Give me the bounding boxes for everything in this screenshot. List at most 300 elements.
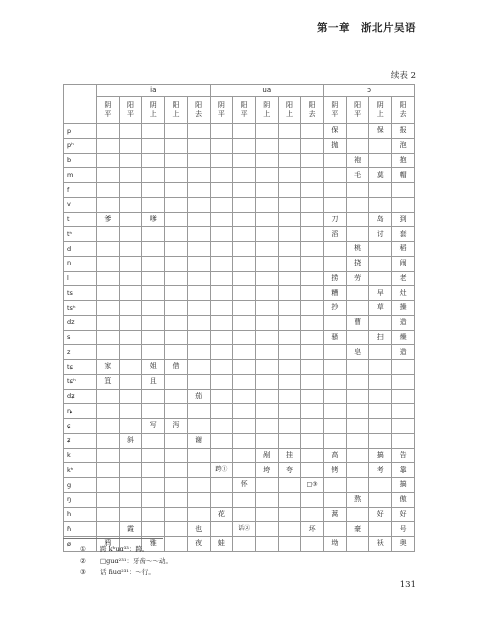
table-cell — [278, 256, 301, 271]
table-cell — [233, 360, 256, 375]
table-cell — [142, 183, 165, 198]
table-cell — [301, 256, 324, 271]
table-cell — [255, 301, 278, 316]
table-cell — [165, 168, 188, 183]
table-cell — [210, 197, 233, 212]
table-cell — [301, 301, 324, 316]
table-cell — [233, 286, 256, 301]
table-cell — [142, 330, 165, 345]
tone-header: 阳 去 — [301, 97, 324, 124]
table-cell — [369, 433, 392, 448]
table-cell — [210, 374, 233, 389]
table-cell — [165, 448, 188, 463]
table-cell — [142, 492, 165, 507]
table-cell — [165, 404, 188, 419]
tone-header: 阳 上 — [278, 97, 301, 124]
initial-cell: t — [64, 212, 97, 227]
table-cell — [369, 183, 392, 198]
table-cell — [210, 227, 233, 242]
table-cell — [142, 507, 165, 522]
table-cell — [165, 315, 188, 330]
table-cell — [97, 286, 120, 301]
table-cell — [255, 197, 278, 212]
table-cell — [369, 345, 392, 360]
table-cell — [278, 374, 301, 389]
table-body — [64, 124, 415, 552]
table-cell — [278, 478, 301, 493]
table-cell — [255, 507, 278, 522]
table-cell — [142, 286, 165, 301]
table-cell — [97, 507, 120, 522]
table-cell — [278, 507, 301, 522]
table-cell — [233, 301, 256, 316]
table-cell — [165, 271, 188, 286]
table-cell — [97, 168, 120, 183]
initial-cell: m — [64, 168, 97, 183]
table-cell — [324, 360, 347, 375]
table-cell — [119, 212, 142, 227]
table-cell — [278, 124, 301, 139]
table-cell — [301, 433, 324, 448]
table-cell — [210, 345, 233, 360]
table-cell — [346, 537, 369, 552]
table-cell: 家 — [97, 360, 120, 375]
table-cell — [278, 492, 301, 507]
table-row — [64, 507, 415, 522]
table-row — [64, 492, 415, 507]
rhyme-group-ua: ua — [210, 85, 324, 97]
tone-header: 阴 上 — [369, 97, 392, 124]
table-cell: 斜 — [119, 433, 142, 448]
table-cell — [142, 153, 165, 168]
table-cell — [278, 345, 301, 360]
table-cell — [97, 124, 120, 139]
table-cell — [210, 492, 233, 507]
table-cell — [301, 183, 324, 198]
table-cell — [346, 330, 369, 345]
table-cell — [301, 374, 324, 389]
table-row — [64, 271, 415, 286]
tone-header-row — [64, 97, 415, 124]
table-cell — [255, 374, 278, 389]
page-number: 131 — [399, 580, 416, 590]
initial-cell: s — [64, 330, 97, 345]
table-cell — [324, 345, 347, 360]
initial-cell: d — [64, 242, 97, 257]
table-cell — [233, 197, 256, 212]
table-cell — [165, 197, 188, 212]
table-cell — [301, 286, 324, 301]
table-cell: 早 — [369, 286, 392, 301]
table-row — [64, 197, 415, 212]
table-cell — [278, 330, 301, 345]
table-cell — [346, 507, 369, 522]
table-cell — [187, 315, 210, 330]
table-cell — [187, 212, 210, 227]
table-cell — [278, 212, 301, 227]
table-cell — [346, 183, 369, 198]
table-cell — [255, 153, 278, 168]
table-cell: 写 — [142, 419, 165, 434]
table-cell — [346, 138, 369, 153]
table-cell: 岛 — [369, 212, 392, 227]
table-cell: 霞 — [119, 522, 142, 537]
table-cell: 造 — [392, 315, 415, 330]
table-cell — [187, 448, 210, 463]
table-row — [64, 360, 415, 375]
table-cell: 莫 — [369, 168, 392, 183]
tone-header: 阴 平 — [210, 97, 233, 124]
table-cell — [97, 138, 120, 153]
table-cell — [233, 315, 256, 330]
table-cell — [97, 330, 120, 345]
table-cell: 谢 — [187, 433, 210, 448]
table-cell — [165, 242, 188, 257]
table-cell — [255, 242, 278, 257]
table-row — [64, 448, 415, 463]
table-cell: 保 — [324, 124, 347, 139]
table-cell — [255, 389, 278, 404]
table-cell — [278, 360, 301, 375]
table-cell — [369, 374, 392, 389]
table-cell: 灶 — [392, 286, 415, 301]
table-cell: 鸦 — [97, 537, 120, 552]
table-cell: 搞 — [392, 478, 415, 493]
table-cell — [119, 168, 142, 183]
table-cell — [142, 522, 165, 537]
table-cell — [346, 286, 369, 301]
table-row — [64, 301, 415, 316]
table-cell — [255, 433, 278, 448]
table-cell — [233, 153, 256, 168]
table-cell — [346, 301, 369, 316]
table-cell: 泡 — [392, 138, 415, 153]
table-cell: 报 — [392, 124, 415, 139]
table-row — [64, 212, 415, 227]
tone-header: 阳 去 — [392, 97, 415, 124]
table-cell — [278, 315, 301, 330]
initial-cell: k — [64, 448, 97, 463]
table-cell — [210, 522, 233, 537]
table-row — [64, 183, 415, 198]
initial-cell: z — [64, 345, 97, 360]
table-cell — [233, 448, 256, 463]
initial-cell: b — [64, 153, 97, 168]
table-cell — [278, 183, 301, 198]
initial-cell: tɕʰ — [64, 374, 97, 389]
table-cell — [119, 242, 142, 257]
table-row — [64, 242, 415, 257]
table-cell — [97, 433, 120, 448]
table-cell — [324, 478, 347, 493]
table-cell — [324, 419, 347, 434]
table-cell — [187, 138, 210, 153]
table-cell — [187, 345, 210, 360]
table-cell — [187, 478, 210, 493]
tone-header: 阳 平 — [346, 97, 369, 124]
table-cell — [119, 389, 142, 404]
table-cell — [233, 404, 256, 419]
footnote: ③ 话 ɦuɑ²³¹：～行。 — [80, 568, 155, 576]
running-header: 第一章 浙北片吴语 — [317, 22, 416, 34]
table-cell — [142, 345, 165, 360]
table-cell — [301, 124, 324, 139]
table-cell — [119, 419, 142, 434]
table-cell: 蒿 — [324, 507, 347, 522]
table-row — [64, 345, 415, 360]
table-cell — [142, 197, 165, 212]
table-cell — [369, 153, 392, 168]
table-cell — [255, 537, 278, 552]
table-cell — [233, 389, 256, 404]
table-cell: 讨 — [369, 227, 392, 242]
table-cell: 稻 — [392, 242, 415, 257]
table-cell — [255, 124, 278, 139]
table-cell: 搞 — [369, 448, 392, 463]
table-row — [64, 315, 415, 330]
tone-header: 阳 去 — [187, 97, 210, 124]
table-cell — [301, 242, 324, 257]
table-cell — [301, 404, 324, 419]
table-cell — [119, 345, 142, 360]
table-cell — [233, 271, 256, 286]
table-cell: 骚 — [324, 330, 347, 345]
table-cell — [324, 315, 347, 330]
table-cell — [210, 448, 233, 463]
table-cell — [278, 522, 301, 537]
initial-cell: h — [64, 507, 97, 522]
table-cell: 到 — [392, 212, 415, 227]
table-cell — [97, 271, 120, 286]
table-row — [64, 138, 415, 153]
initial-cell: ɕ — [64, 419, 97, 434]
tone-header: 阴 上 — [142, 97, 165, 124]
table-cell: 茄 — [187, 389, 210, 404]
initial-cell: ʑ — [64, 433, 97, 448]
table-cell — [255, 183, 278, 198]
table-cell — [97, 242, 120, 257]
table-cell — [210, 433, 233, 448]
table-cell — [369, 138, 392, 153]
table-cell — [119, 138, 142, 153]
table-cell: 话② — [233, 522, 256, 537]
table-cell — [324, 433, 347, 448]
table-cell — [210, 256, 233, 271]
table-cell — [346, 433, 369, 448]
table-cell — [142, 138, 165, 153]
rhyme-group-o: ɔ — [324, 85, 415, 97]
table-cell — [324, 522, 347, 537]
table-cell — [392, 374, 415, 389]
initial-cell: ȵ — [64, 404, 97, 419]
table-cell — [187, 404, 210, 419]
table-cell — [301, 212, 324, 227]
table-cell — [97, 522, 120, 537]
table-cell — [165, 212, 188, 227]
table-cell — [392, 419, 415, 434]
table-cell — [165, 330, 188, 345]
table-row — [64, 286, 415, 301]
table-cell — [142, 227, 165, 242]
table-cell: 老 — [392, 271, 415, 286]
table-cell: 怀 — [233, 478, 256, 493]
table-cell: 扫 — [369, 330, 392, 345]
initial-cell: tɕ — [64, 360, 97, 375]
table-cell — [187, 124, 210, 139]
table-cell — [97, 463, 120, 478]
table-cell — [210, 242, 233, 257]
table-cell — [392, 389, 415, 404]
table-cell — [119, 374, 142, 389]
table-cell — [97, 315, 120, 330]
table-cell — [233, 124, 256, 139]
table-cell — [97, 404, 120, 419]
table-cell — [119, 492, 142, 507]
table-cell — [369, 419, 392, 434]
table-cell — [255, 419, 278, 434]
table-cell — [233, 507, 256, 522]
table-cell — [142, 256, 165, 271]
table-cell — [119, 153, 142, 168]
table-cell — [119, 463, 142, 478]
table-cell — [278, 433, 301, 448]
table-cell — [369, 242, 392, 257]
table-cell — [346, 212, 369, 227]
tone-header: 阳 平 — [233, 97, 256, 124]
table-cell — [233, 492, 256, 507]
table-cell — [278, 153, 301, 168]
table-cell — [301, 537, 324, 552]
table-cell — [142, 168, 165, 183]
table-cell — [119, 330, 142, 345]
table-cell — [97, 183, 120, 198]
table-cell: 垮 — [255, 463, 278, 478]
footnote: ② □guɑ²³¹：牙齿～～动。 — [80, 556, 172, 565]
table-cell — [278, 197, 301, 212]
table-cell — [97, 389, 120, 404]
table-cell — [255, 212, 278, 227]
table-cell — [210, 286, 233, 301]
table-cell: 挠 — [346, 256, 369, 271]
table-cell: 雅 — [142, 537, 165, 552]
table-cell — [324, 242, 347, 257]
initial-cell: p — [64, 124, 97, 139]
table-cell — [97, 227, 120, 242]
table-cell: 草 — [369, 301, 392, 316]
table-cell: 操 — [392, 301, 415, 316]
table-cell — [346, 404, 369, 419]
table-cell — [233, 138, 256, 153]
initial-cell: ɦ — [64, 522, 97, 537]
table-cell — [346, 448, 369, 463]
table-row — [64, 404, 415, 419]
table-cell — [278, 537, 301, 552]
table-cell — [165, 492, 188, 507]
table-row — [64, 153, 415, 168]
table-cell: 告 — [392, 448, 415, 463]
table-cell — [278, 242, 301, 257]
table-cell — [97, 419, 120, 434]
table-cell — [324, 183, 347, 198]
table-cell — [346, 124, 369, 139]
table-cell — [233, 242, 256, 257]
table-cell — [119, 360, 142, 375]
initial-cell: dʑ — [64, 389, 97, 404]
table-cell — [97, 492, 120, 507]
table-cell — [119, 197, 142, 212]
table-cell: 刀 — [324, 212, 347, 227]
table-cell: 好 — [369, 507, 392, 522]
table-row — [64, 227, 415, 242]
table-cell: 好 — [392, 507, 415, 522]
table-row — [64, 433, 415, 448]
table-cell — [187, 360, 210, 375]
table-cell — [324, 404, 347, 419]
table-row — [64, 419, 415, 434]
table-cell — [278, 227, 301, 242]
table-cell — [255, 492, 278, 507]
table-cell: 蛙 — [210, 537, 233, 552]
initial-cell: ø — [64, 537, 97, 552]
initial-cell: l — [64, 271, 97, 286]
table-cell — [210, 168, 233, 183]
table-cell — [119, 315, 142, 330]
table-row — [64, 168, 415, 183]
table-cell: 傲 — [392, 492, 415, 507]
table-cell: 铐 — [324, 463, 347, 478]
table-cell — [278, 138, 301, 153]
table-cell: 劳 — [346, 271, 369, 286]
table-cell: 夸 — [278, 463, 301, 478]
table-cell — [301, 330, 324, 345]
table-cell — [165, 389, 188, 404]
table-cell — [278, 271, 301, 286]
table-cell: 曹 — [346, 315, 369, 330]
table-row — [64, 478, 415, 493]
table-cell: 号 — [392, 522, 415, 537]
table-cell — [165, 227, 188, 242]
table-cell — [187, 168, 210, 183]
table-row — [64, 124, 415, 139]
table-cell — [97, 153, 120, 168]
table-cell: 保 — [369, 124, 392, 139]
corner-cell — [64, 85, 97, 124]
tone-header: 阴 上 — [255, 97, 278, 124]
table-cell — [165, 345, 188, 360]
table-cell — [233, 463, 256, 478]
table-cell — [324, 492, 347, 507]
table-cell — [369, 315, 392, 330]
table-cell — [187, 492, 210, 507]
initial-cell: dz — [64, 315, 97, 330]
table-cell — [97, 301, 120, 316]
table-cell: 袍 — [346, 153, 369, 168]
rhyme-group-row — [64, 85, 415, 97]
table-cell — [187, 286, 210, 301]
table-cell — [346, 419, 369, 434]
table-cell — [301, 492, 324, 507]
table-row — [64, 389, 415, 404]
table-cell: 考 — [369, 463, 392, 478]
tone-header: 阳 上 — [165, 97, 188, 124]
footnote-rule — [63, 538, 163, 539]
table-cell: 夜 — [187, 537, 210, 552]
table-cell — [187, 374, 210, 389]
table-cell — [142, 271, 165, 286]
table-cell — [301, 271, 324, 286]
table-cell: □③ — [301, 478, 324, 493]
table-cell — [210, 212, 233, 227]
